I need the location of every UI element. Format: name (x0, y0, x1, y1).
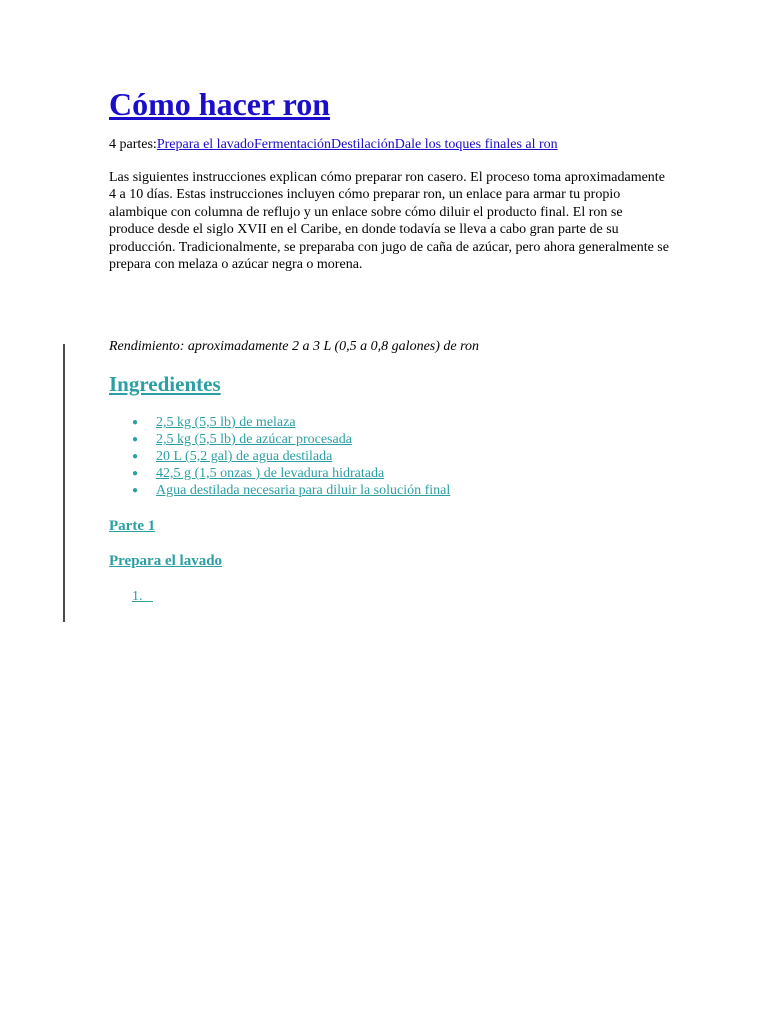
ingredient-sugar-link[interactable]: 2,5 kg (5,5 lb) de azúcar procesada (156, 432, 352, 447)
ingredients-heading[interactable]: Ingredientes (109, 372, 221, 396)
ingredient-yeast-link[interactable]: 42,5 g (1,5 onzas ) de levadura hidratada (156, 466, 385, 481)
ingredient-water-link[interactable]: 20 L (5,2 gal) de agua destilada (156, 449, 333, 464)
prepare-wash-heading[interactable]: Prepara el lavado (109, 553, 223, 569)
margin-rule (63, 344, 65, 622)
page-title[interactable]: Cómo hacer ron (109, 86, 331, 122)
bullet-icon: ● (132, 485, 139, 496)
parts-link-distillation[interactable]: Destilación (331, 137, 395, 152)
list-item (132, 414, 450, 431)
ingredient-molasses-link[interactable]: 2,5 kg (5,5 lb) de melaza (156, 415, 296, 430)
bullet-icon: ● (132, 417, 139, 428)
intro-paragraph: Las siguientes instrucciones explican cómo preparar ron casero. El proceso toma aproximadamente 4 a 10 días. Estas instrucciones incluyen cómo preparar ron, un enlace para armar tu propio alambique con columna de reflujo y un enlace sobre cómo diluir el producto final. El ron se produce desde el siglo XVII en el Caribe, en donde todavía se lleva a cabo gran parte de su producción. Tradicionalmente, se preparaba con jugo de caña de azúcar, pero ahora generalmente se prepara con melaza o azúcar negra o morena. (109, 170, 669, 273)
ingredient-dilution-water-link[interactable]: Agua destilada necesaria para diluir la solución final (156, 483, 451, 498)
list-item (132, 448, 450, 465)
parts-link-finishing-touches[interactable]: Dale los toques finales al ron (394, 137, 558, 152)
list-item (132, 482, 450, 499)
part-one-heading[interactable]: Parte 1 (109, 518, 156, 534)
bullet-icon: ● (132, 451, 139, 462)
yield-note: Rendimiento: aproximadamente 2 a 3 L (0,5 a 0,8 galones) de ron (109, 339, 480, 354)
list-item (132, 431, 450, 448)
bullet-icon: ● (132, 468, 139, 479)
ingredients-list (132, 414, 450, 499)
bullet-icon: ● (132, 434, 139, 445)
parts-link-fermentation[interactable]: Fermentación (254, 137, 331, 152)
list-item (132, 465, 450, 482)
parts-link-prepare-wash[interactable]: Prepara el lavado (156, 137, 255, 152)
parts-navigation (109, 136, 558, 154)
step-one-link[interactable]: 1. (132, 589, 153, 604)
parts-prefix: 4 partes: (109, 137, 157, 152)
